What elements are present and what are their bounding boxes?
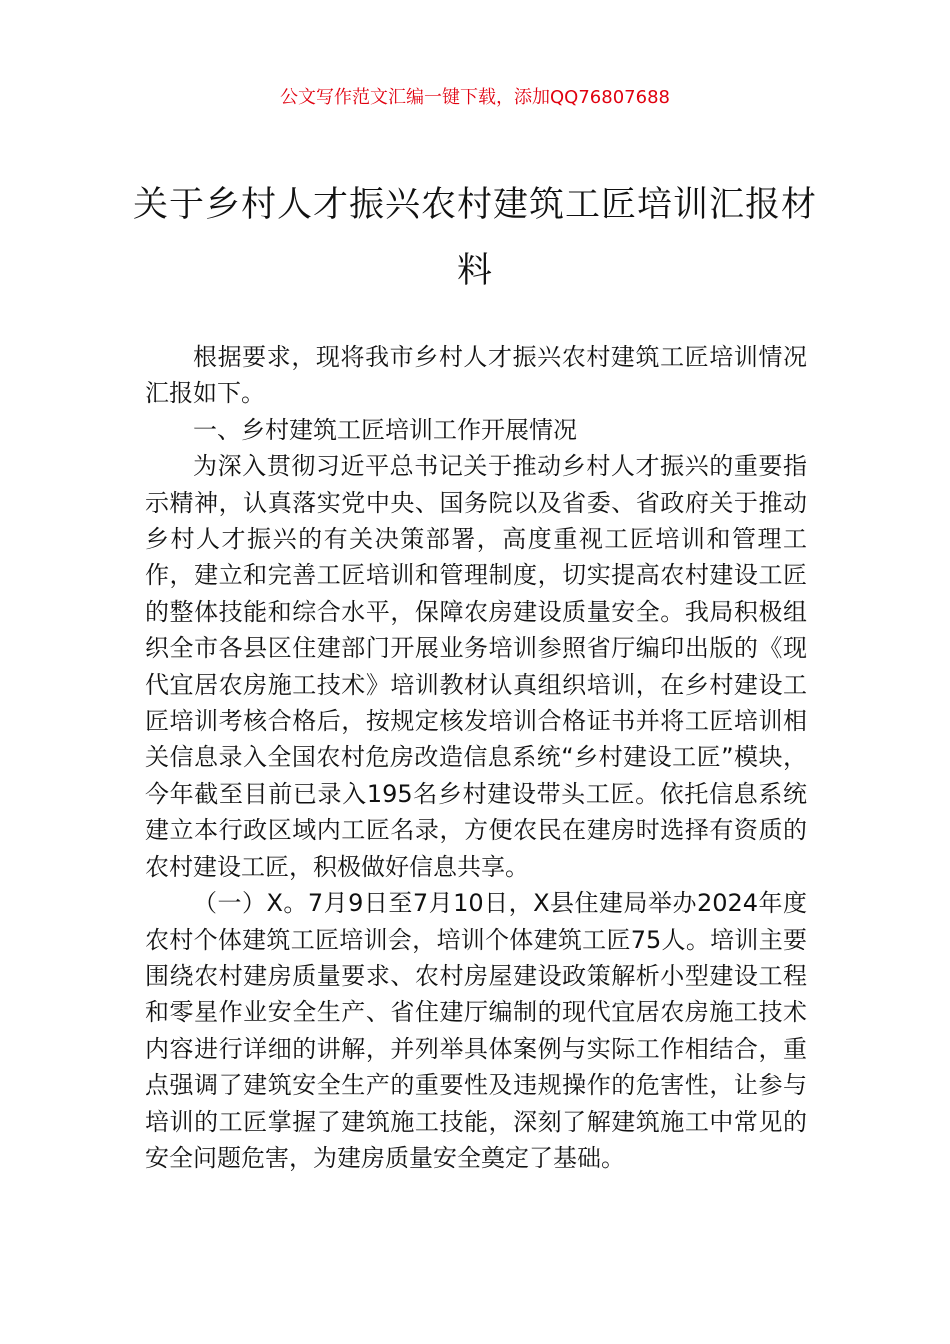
- document-title: 关于乡村人才振兴农村建筑工匠培训汇报材料: [132, 185, 817, 291]
- body-paragraph: （一）X。7月9日至7月10日，X县住建局举办2024年度农村个体建筑工匠培训会，培训个体建筑工匠75人。培训主要围绕农村建房质量要求、农村房屋建设政策解析小型建设工程和零星作业安全生产、省住建厅编制的现代宜居农房施工技术内容进行详细的讲解，并列举具体案例与实际工作相结合，重点强调了建筑安全生产的重要性及违规操作的危害性，让参与培训的工匠掌握了建筑施工技能，深刻了解建筑施工中常见的安全问题危害，为建房质量安全奠定了基础。: [145, 889, 807, 1172]
- document-body: [145, 339, 807, 1176]
- body-paragraph: 为深入贯彻习近平总书记关于推动乡村人才振兴的重要指示精神，认真落实党中央、国务院以及省委、省政府关于推动乡村人才振兴的有关决策部署，高度重视工匠培训和管理工作，建立和完善工匠培训和管理制度，切实提高农村建设工匠的整体技能和综合水平，保障农房建设质量安全。我局积极组织全市各县区住建部门开展业务培训参照省厅编印出版的《现代宜居农房施工技术》培训教材认真组织培训，在乡村建设工匠培训考核合格后，按规定核发培训合格证书并将工匠培训相关信息录入全国农村危房改造信息系统“乡村建设工匠”模块，今年截至目前已录入195名乡村建设带头工匠。依托信息系统建立本行政区域内工匠名录，方便农民在建房时选择有资质的农村建设工匠，积极做好信息共享。: [145, 452, 807, 881]
- section-heading: 一、乡村建筑工匠培训工作开展情况: [193, 415, 577, 444]
- download-notice: 公文写作范文汇编一键下载，添加QQ76807688: [280, 87, 670, 108]
- intro-paragraph: 根据要求，现将我市乡村人才振兴农村建筑工匠培训情况汇报如下。: [145, 343, 807, 408]
